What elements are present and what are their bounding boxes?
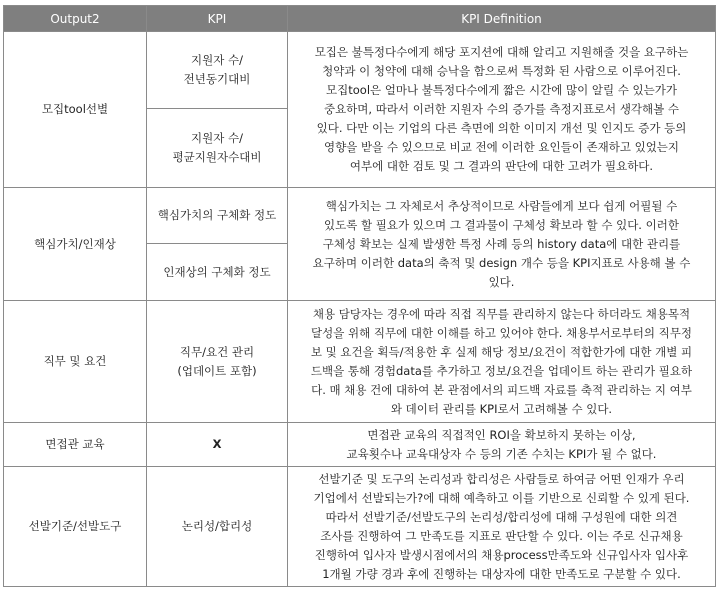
kpi-table [3, 5, 716, 587]
output-cell: 핵심가치/인재상 [4, 188, 147, 301]
header-definition: KPI Definition [288, 6, 716, 32]
definition-cell: 채용 담당자는 경우에 따라 직접 직무를 관리하지 않는다 하더라도 채용목적 달성을 위해 직무에 대한 이해를 하고 있어야 한다. 채용부서로부터의 직무정 보 및 요건을 획득/적용한 후 실제 해당 정보/요건이 적합한가에 대한 개별 피 드백을 통해 경험data를 추가하고 정보/요건을 업데이트 하는 관리가 필요하 다. 매 채용 건에 대하여 본 관점에서의 피드백 자료를 축적 관리하는 지 여부 와 데이터 관리를 KPI로서 고려해볼 수 있다. [288, 301, 716, 423]
x-mark: X [147, 423, 288, 467]
kpi-cell: 지원자 수/ 평균지원자수대비 [147, 109, 288, 188]
table-row [4, 301, 716, 423]
kpi-cell: 지원자 수/ 전년동기대비 [147, 32, 288, 109]
definition-cell: 선발기준 및 도구의 논리성과 합리성은 사람들로 하여금 어떤 인재가 우리 기업에서 선발되는가?에 대해 예측하고 이를 기반으로 신뢰할 수 있게 된다. 따라서 선발기준/선발도구의 논리성/합리성에 대해 구성원에 대한 의견 조사를 진행하여 그 만족도를 지표로 판단할 수 있다. 이는 주로 신규채용 진행하여 입사자 발생시점에서의 채용process만족도와 신규입사자 입사후 1개월 가량 경과 후에 진행하는 대상자에 대한 만족도로 구분할 수 있다. [288, 467, 716, 587]
output-cell: 모집tool선별 [4, 32, 147, 188]
table-row [4, 188, 716, 244]
output-cell: 선발기준/선발도구 [4, 467, 147, 587]
kpi-cell: 직무/요건 관리 (업데이트 포함) [147, 301, 288, 423]
kpi-cell: 논리성/합리성 [147, 467, 288, 587]
table-row [4, 423, 716, 467]
kpi-cell: 인재상의 구체화 정도 [147, 244, 288, 301]
header-row [4, 6, 716, 32]
definition-cell: 모집은 불특정다수에게 해당 포지션에 대해 알리고 지원해줄 것을 요구하는 청약과 이 청약에 대해 승낙을 함으로써 특정화 된 사람으로 이루어진다. 모집tool은 얼마나 불특정다수에게 짧은 시간에 많이 알릴 수 있는가가 중요하며, 따라서 이러한 지원자 수의 증가를 측정지표로서 생각해볼 수 있다. 다만 이는 기업의 다른 측면에 의한 이미지 개선 및 인지도 증가 등의 영향을 받을 수 있으므로 비교 전에 이러한 요인들이 존재하고 있었는지 여부에 대한 검토 및 그 결과의 판단에 대한 고려가 필요하다. [288, 32, 716, 188]
header-kpi: KPI [147, 6, 288, 32]
header-output: Output2 [4, 6, 147, 32]
kpi-cell: 핵심가치의 구체화 정도 [147, 188, 288, 244]
definition-cell: 핵심가치는 그 자체로서 추상적이므로 사람들에게 보다 쉽게 어필될 수 있도록 할 필요가 있으며 그 결과물이 구체성 확보라 할 수 있다. 이러한 구체성 확보는 실제 발생한 특정 사례 등의 history data에 대한 관리를 요구하며 이러한 data의 축적 및 design 개수 등을 KPI지표로 사용해 볼 수 있다. [288, 188, 716, 301]
output-cell: 직무 및 요건 [4, 301, 147, 423]
definition-cell: 면접관 교육의 직접적인 ROI을 확보하지 못하는 이상, 교육횟수나 교육대상자 수 등의 기존 수치는 KPI가 될 수 없다. [288, 423, 716, 467]
table-row [4, 32, 716, 109]
output-cell: 면접관 교육 [4, 423, 147, 467]
table-row [4, 467, 716, 587]
